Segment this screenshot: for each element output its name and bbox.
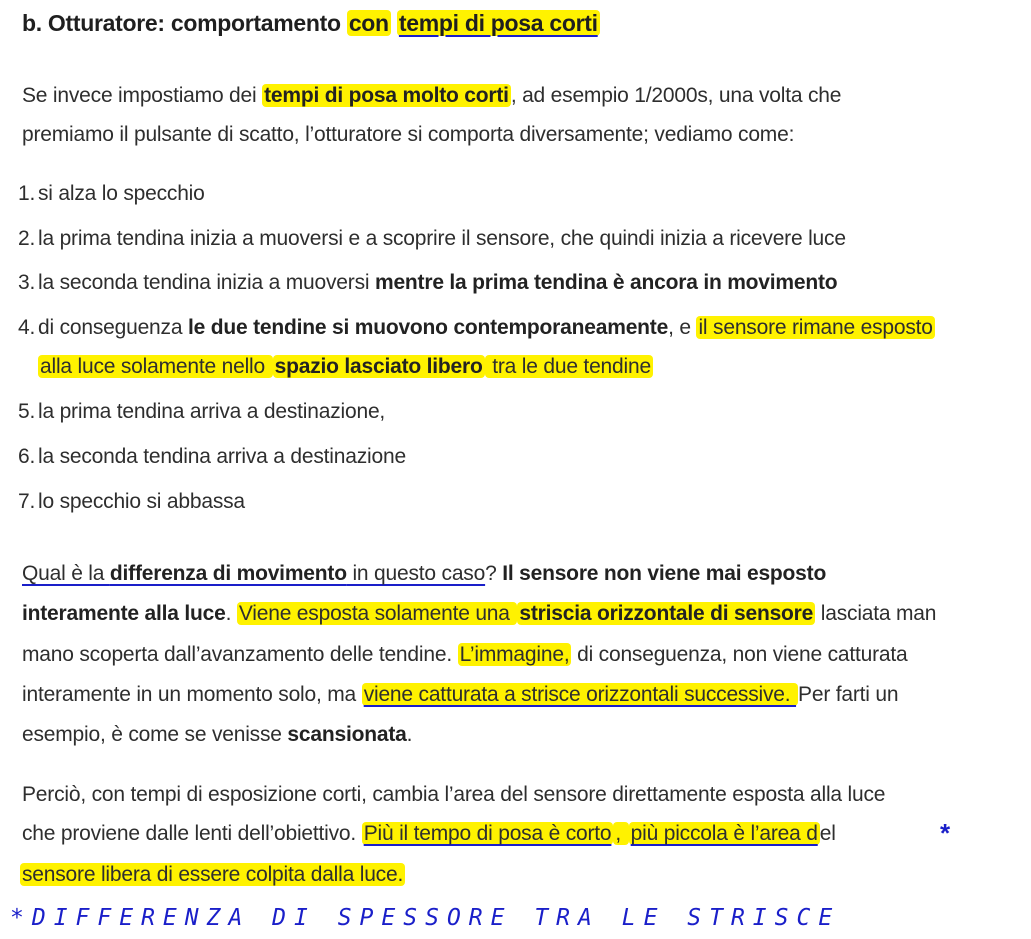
highlighted-text: alla luce solamente nello [40,355,271,378]
list-item [18,311,935,345]
text: lasciata man [815,602,937,625]
list-text: si alza lo specchio [38,182,205,205]
text: interamente in un momento solo, ma [22,683,362,706]
text: . [406,723,413,746]
list-item [18,485,245,519]
paragraph-2-line-2 [22,597,936,631]
highlighted-text: tra le due tendine [486,355,651,378]
underlined-text: Qual è la [22,562,110,585]
list-number: 7. [18,490,36,513]
text: el [819,822,836,845]
list-number: 4. [18,316,36,339]
list-text: la prima tendina arriva a destinazione, [38,400,386,423]
bold-text: mentre la prima tendina è ancora in movimento [374,271,838,294]
underlined-bold-text: differenza di movimento [109,562,347,585]
handwritten-asterisk: * [940,818,951,848]
bold-text: Il sensore non viene mai esposto [502,562,827,585]
text: di conseguenza, non viene catturata [571,643,908,666]
list-item [18,222,846,256]
underlined-text: in questo caso [346,562,486,585]
highlighted-underlined-text: più piccola è l’area d [630,822,818,845]
list-number: 1. [18,182,36,205]
list-text: la seconda tendina inizia a muoversi [38,271,375,294]
highlighted-text: il sensore rimane esposto [698,316,933,339]
heading-prefix: b. Otturatore: comportamento [22,10,347,36]
heading-highlight-tempi: tempi di posa corti [398,10,598,36]
list-text: la seconda tendina arriva a destinazione [38,445,406,468]
text: . [225,602,237,625]
list-number: 3. [18,271,36,294]
highlighted-text: sensore libera di essere colpita dalla luce. [22,863,404,886]
paragraph-3-line-2 [22,817,836,851]
section-heading [22,10,600,37]
list-number: 2. [18,227,36,250]
bold-text: interamente alla luce [22,602,226,625]
highlighted-text: L’immagine, [459,643,570,666]
text: premiamo il pulsante di scatto, l’otturatore si comporta diversamente; vediamo come: [22,123,795,146]
text: Perciò, con tempi di esposizione corti, cambia l’area del sensore direttamente esposta alla luce [22,783,886,806]
text: Per farti un [798,683,899,706]
list-item [18,177,205,211]
list-item [18,440,406,474]
paragraph-1-line-1 [22,79,841,113]
list-number: 6. [18,445,36,468]
list-item [18,395,385,429]
list-text: lo specchio si abbassa [38,490,245,513]
paragraph-2-line-3 [22,638,908,672]
paragraph-2-line-1 [22,557,826,591]
highlighted-bold-text: tempi di posa molto corti [264,84,509,107]
list-text: di conseguenza [38,316,188,339]
text: ? [485,562,503,585]
paragraph-3-line-3 [20,858,405,892]
highlighted-underlined-text: Più il tempo di posa è corto [363,822,612,845]
list-text: la prima tendina inizia a muoversi e a scoprire il sensore, che quindi inizia a ricevere luce [38,227,846,250]
bold-text: le due tendine si muovono contemporaneamente [187,316,669,339]
text: che proviene dalle lenti dell’obiettivo. [22,822,362,845]
list-item [18,266,837,300]
paragraph-1-line-2 [22,118,794,152]
highlighted-text: , [615,822,627,845]
highlighted-bold-text: spazio lasciato libero [274,355,483,378]
highlighted-bold-text: striscia orizzontale di sensore [519,602,814,625]
text: , ad esempio 1/2000s, una volta che [510,84,842,107]
paragraph-2-line-4 [22,678,898,712]
list-text: , e [668,316,697,339]
text: esempio, è come se venisse [22,723,288,746]
highlighted-text: Viene esposta solamente una [238,602,516,625]
text: Se invece impostiamo dei [22,84,263,107]
list-number: 5. [18,400,36,423]
heading-highlight-con: con [348,10,389,36]
highlighted-underlined-text: viene catturata a strisce orizzontali successive. [363,683,797,706]
paragraph-2-line-5 [22,718,412,752]
paragraph-3-line-1 [22,778,885,812]
handwritten-note: *DIFFERENZA DI SPESSORE TRA LE STRISCE [10,905,841,931]
text: mano scoperta dall’avanzamento delle tendine. [22,643,458,666]
list-item-continuation [38,350,653,384]
bold-text: scansionata [287,723,407,746]
